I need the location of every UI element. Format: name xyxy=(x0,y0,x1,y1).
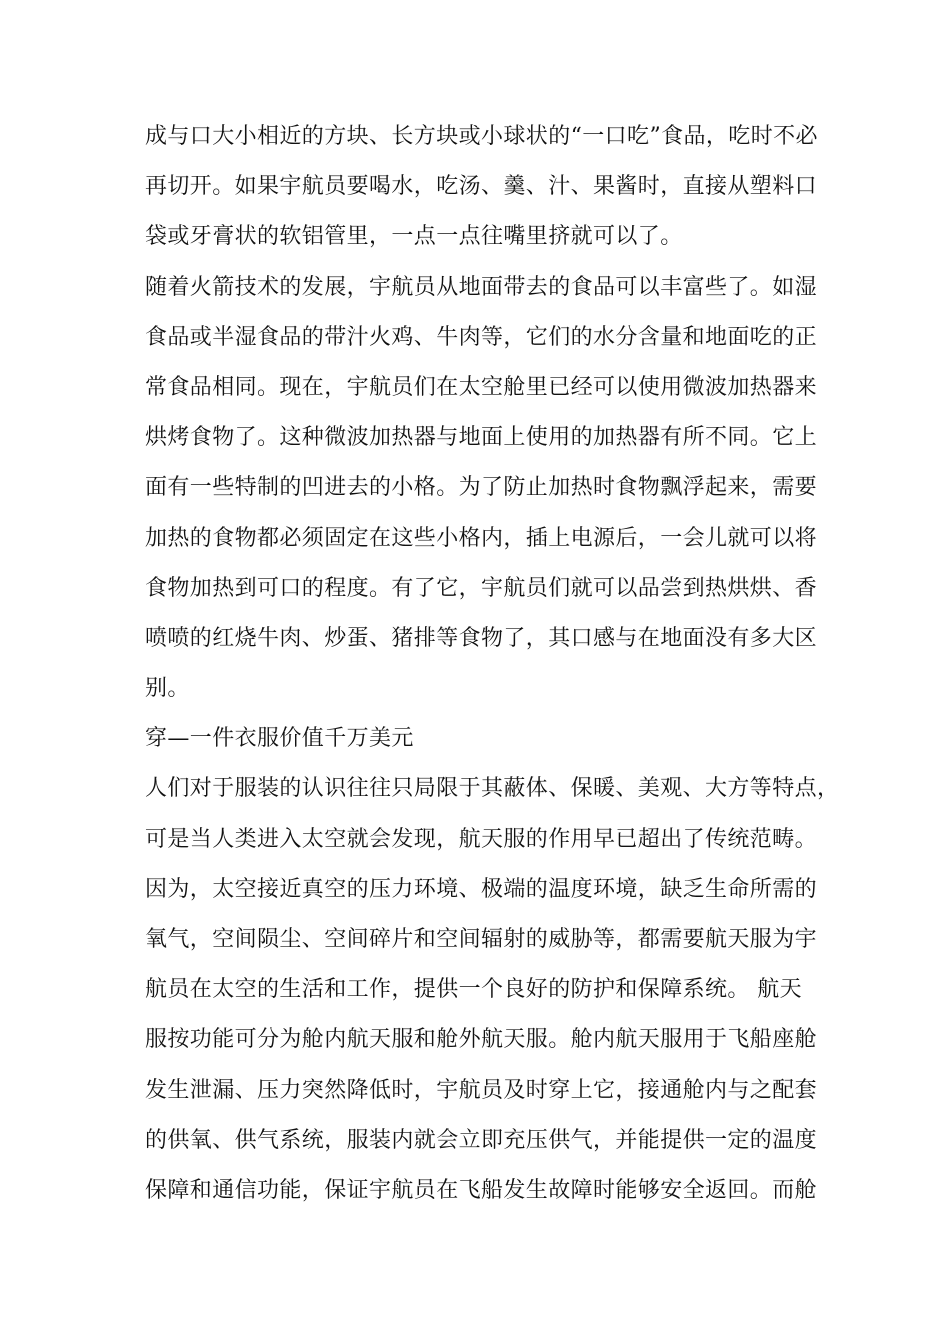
text-line: 袋或牙膏状的软铝管里，一点一点往嘴里挤就可以了。 xyxy=(145,224,683,250)
text-line: 的供氧、供气系统，服装内就会立即充压供气，并能提供一定的温度 xyxy=(145,1127,818,1153)
text-line: 食品或半湿食品的带汁火鸡、牛肉等，它们的水分含量和地面吃的正 xyxy=(145,324,818,350)
text-line: 加热的食物都必须固定在这些小格内，插上电源后，一会儿就可以将 xyxy=(145,525,818,551)
text-line: 面有一些特制的凹进去的小格。为了防止加热时食物飘浮起来，需要 xyxy=(145,475,818,501)
section-heading: 穿—一件衣服价值千万美元 xyxy=(145,726,414,752)
text-line: 成与口大小相近的方块、长方块或小球状的“一口吃”食品，吃时不必 xyxy=(145,124,818,149)
text-line: 发生泄漏、压力突然降低时，宇航员及时穿上它，接通舱内与之配套 xyxy=(145,1077,818,1103)
text-line: 别。 xyxy=(145,676,190,702)
text-line: 烘烤食物了。这种微波加热器与地面上使用的加热器有所不同。它上 xyxy=(145,425,818,451)
text-line: 人们对于服装的认识往往只局限于其蔽体、保暖、美观、大方等特点， xyxy=(145,776,840,802)
text-line: 常食品相同。现在，宇航员们在太空舱里已经可以使用微波加热器来 xyxy=(145,374,818,400)
text-line: 因为，太空接近真空的压力环境、极端的温度环境，缺乏生命所需的 xyxy=(145,876,818,902)
text-line: 喷喷的红烧牛肉、炒蛋、猪排等食物了，其口感与在地面没有多大区 xyxy=(145,625,818,651)
text-line: 氧气，空间陨尘、空间碎片和空间辐射的威胁等，都需要航天服为宇 xyxy=(145,927,818,952)
text-line: 航员在太空的生活和工作，提供一个良好的防护和保障系统。 航天 xyxy=(145,977,802,1003)
text-line: 随着火箭技术的发展，宇航员从地面带去的食品可以丰富些了。如湿 xyxy=(145,274,818,300)
text-line: 保障和通信功能，保证宇航员在飞船发生故障时能够安全返回。而舱 xyxy=(145,1177,818,1203)
body-text xyxy=(145,112,840,1216)
text-line: 再切开。如果宇航员要喝水，吃汤、羹、汁、果酱时，直接从塑料口 xyxy=(145,174,818,200)
text-line: 食物加热到可口的程度。有了它，宇航员们就可以品尝到热烘烘、香 xyxy=(145,575,818,601)
text-line: 服按功能可分为舱内航天服和舱外航天服。舱内航天服用于飞船座舱 xyxy=(145,1027,818,1053)
text-line: 可是当人类进入太空就会发现，航天服的作用早已超出了传统范畴。 xyxy=(145,826,818,852)
